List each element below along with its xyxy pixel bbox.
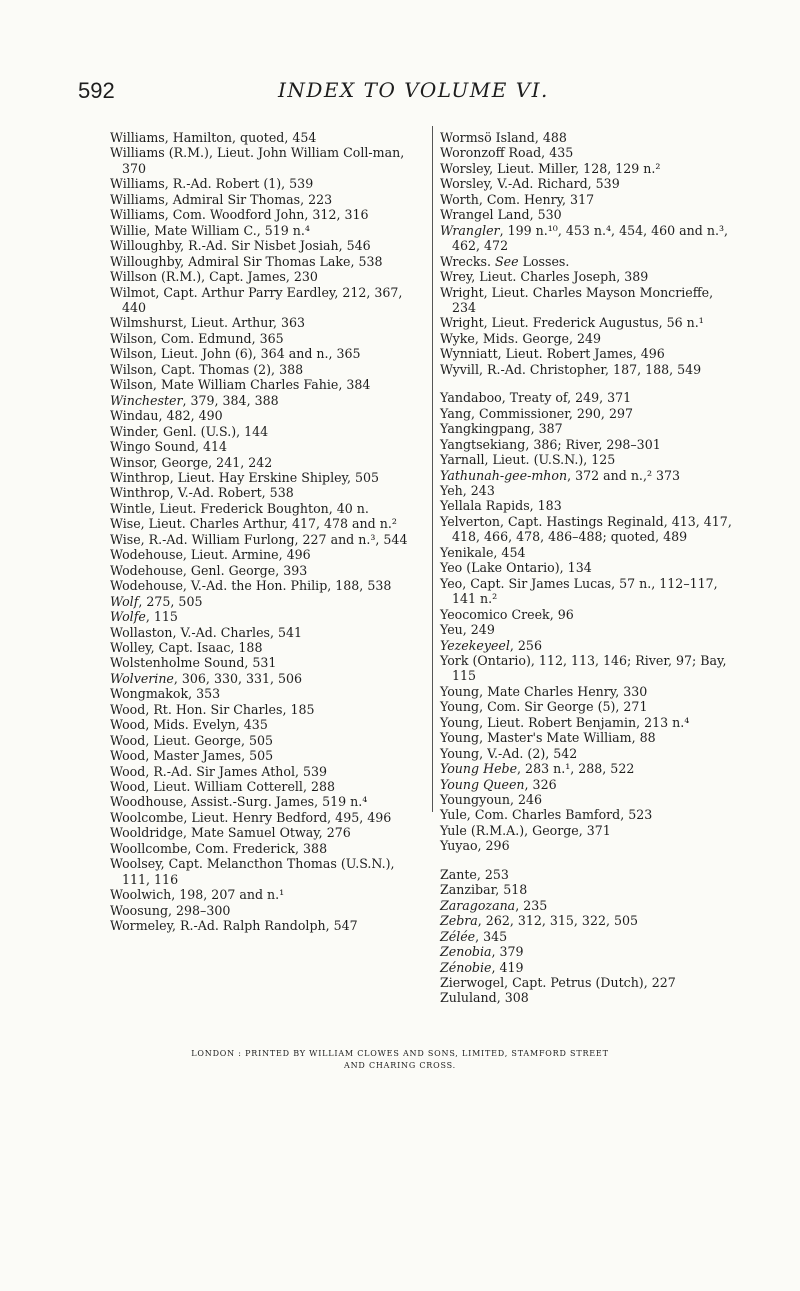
entry-references: , 235 — [515, 897, 548, 913]
index-entry: Wilson, Lieut. John (6), 364 and n., 365 — [110, 346, 361, 362]
index-entry: Yangkingpang, 387 — [440, 421, 563, 437]
index-entry: Woollcombe, Com. Frederick, 388 — [110, 840, 328, 856]
index-entry: Wood, Master James, 505 — [110, 748, 274, 764]
index-entry: Willoughby, R.-Ad. Sir Nisbet Josiah, 546 — [110, 238, 371, 254]
index-entry: Wolley, Capt. Isaac, 188 — [110, 639, 263, 655]
section-gap — [440, 377, 740, 390]
index-entry: Zululand, 308 — [440, 990, 529, 1006]
index-entry: Yandaboo, Treaty of, 249, 371 — [440, 390, 632, 406]
index-entry: Wormeley, R.-Ad. Ralph Randolph, 547 — [110, 918, 358, 934]
index-entry: Windau, 482, 490 — [110, 408, 223, 424]
index-entry: Wright, Lieut. Charles Mayson Moncrieffe, 234 — [440, 284, 714, 315]
index-entry: Winder, Genl. (U.S.), 144 — [110, 423, 269, 439]
entry-references: , 326 — [524, 776, 557, 792]
index-entry — [110, 393, 422, 408]
index-entry: Wood, Rt. Hon. Sir Charles, 185 — [110, 701, 315, 717]
index-entry: Wodehouse, V.-Ad. the Hon. Philip, 188, 538 — [110, 578, 392, 594]
index-entry — [440, 468, 740, 483]
entry-references: , 419 — [491, 959, 524, 975]
index-entry: Zierwogel, Capt. Petrus (Dutch), 227 — [440, 975, 676, 991]
index-entry: Yeo, Capt. Sir James Lucas, 57 n., 112–117, 141 n.² — [440, 575, 718, 607]
index-entry: Yule, Com. Charles Bamford, 523 — [440, 807, 653, 823]
index-entry: Winthrop, Lieut. Hay Erskine Shipley, 505 — [110, 469, 380, 485]
page-header — [78, 78, 758, 108]
index-entry: Yuyao, 296 — [440, 838, 510, 854]
index-entry: Yeu, 249 — [440, 622, 495, 638]
ship-name: Winchester — [110, 392, 183, 408]
ship-name: Wolf — [110, 593, 139, 609]
index-entry: Wood, Lieut. George, 505 — [110, 732, 274, 748]
entry-references: , 345 — [475, 928, 508, 944]
entry-text: Wrecks. — [440, 253, 492, 269]
ship-name: Zénobie — [440, 959, 492, 975]
entry-references: , 256 — [509, 637, 542, 653]
entry-references: , 283 n.¹, 288, 522 — [517, 761, 635, 777]
index-entry: York (Ontario), 112, 113, 146; River, 97; Bay, 115 — [440, 652, 727, 684]
index-entry — [110, 609, 422, 624]
index-entry: Wongmakok, 353 — [110, 686, 221, 702]
index-entry: Wilson, Com. Edmund, 365 — [110, 330, 284, 346]
index-entry: Worsley, Lieut. Miller, 128, 129 n.² — [440, 160, 661, 176]
index-entry: Young, V.-Ad. (2), 542 — [440, 745, 578, 761]
index-entry: Wyke, Mids. George, 249 — [440, 330, 602, 346]
index-entry — [440, 944, 740, 959]
index-entry: Worth, Com. Henry, 317 — [440, 191, 595, 207]
index-entry: Wolstenholme Sound, 531 — [110, 655, 277, 671]
index-entry: Williams (R.M.), Lieut. John William Coll-man, 370 — [110, 145, 405, 176]
imprint-line-2: AND CHARING CROSS. — [344, 1061, 456, 1070]
index-entry: Wintle, Lieut. Frederick Boughton, 40 n. — [110, 500, 369, 516]
ship-name: Wolverine — [110, 670, 174, 686]
index-entry — [110, 594, 422, 609]
index-entry — [440, 254, 740, 269]
index-entry: Wood, Mids. Evelyn, 435 — [110, 717, 268, 733]
index-entry: Yenikale, 454 — [440, 544, 526, 560]
index-entry — [440, 960, 740, 975]
index-entry: Worsley, V.-Ad. Richard, 539 — [440, 176, 620, 192]
entry-references: , 379 — [491, 944, 524, 960]
index-entry: Wilson, Capt. Thomas (2), 388 — [110, 361, 304, 377]
ship-name: Zenobia — [440, 944, 492, 960]
ship-name: Wrangler — [440, 222, 500, 238]
ship-name: Zebra — [440, 913, 478, 929]
index-entry: Yellala Rapids, 183 — [440, 498, 562, 514]
index-entry: Woolsey, Capt. Melancthon Thomas (U.S.N.), 111, 116 — [110, 856, 395, 887]
index-entry: Wodehouse, Genl. George, 393 — [110, 562, 308, 578]
entry-references: Losses. — [518, 253, 570, 269]
index-entry: Wyvill, R.-Ad. Christopher, 187, 188, 549 — [440, 361, 702, 377]
index-entry: Yeocomico Creek, 96 — [440, 606, 574, 622]
index-entry: Yelverton, Capt. Hastings Reginald, 413, 417, 418, 466, 478, 486–488; quoted, 489 — [440, 513, 732, 545]
index-entry: Wilson, Mate William Charles Fahie, 384 — [110, 377, 371, 393]
index-entry: Wormsö Island, 488 — [440, 130, 567, 145]
index-entry: Wilmot, Capt. Arthur Parry Eardley, 212, 367, 440 — [110, 284, 403, 315]
ship-name: Young Queen — [440, 776, 525, 792]
index-entry: Yeo (Lake Ontario), 134 — [440, 560, 592, 576]
ship-name: Yezekeyeel — [440, 637, 510, 653]
page-number: 592 — [78, 78, 115, 103]
index-entry — [440, 638, 740, 653]
index-entry: Wise, Lieut. Charles Arthur, 417, 478 and n.² — [110, 516, 397, 532]
index-entry: Woodhouse, Assist.-Surg. James, 519 n.⁴ — [110, 794, 368, 810]
index-entry: Yeh, 243 — [440, 482, 495, 498]
index-entry — [440, 777, 740, 792]
ship-name: Zélée — [440, 928, 476, 944]
entry-references: , 379, 384, 388 — [182, 392, 279, 408]
index-entry: Wooldridge, Mate Samuel Otway, 276 — [110, 825, 351, 841]
index-entry: Young, Mate Charles Henry, 330 — [440, 683, 648, 699]
index-entry: Young, Master's Mate William, 88 — [440, 730, 656, 746]
index-entry: Woronzoff Road, 435 — [440, 145, 574, 161]
index-entry: Young, Com. Sir George (5), 271 — [440, 699, 648, 715]
index-entry — [440, 761, 740, 776]
index-entry: Woolcombe, Lieut. Henry Bedford, 495, 496 — [110, 809, 392, 825]
entry-references: , 372 and n.,² 373 — [567, 467, 681, 483]
index-entry: Young, Lieut. Robert Benjamin, 213 n.⁴ — [440, 714, 690, 730]
index-entry: Yang, Commissioner, 290, 297 — [440, 405, 633, 421]
ship-name: Young Hebe — [440, 761, 518, 777]
index-entry: Wrey, Lieut. Charles Joseph, 389 — [440, 269, 649, 285]
entry-references: , 262, 312, 315, 322, 505 — [477, 913, 639, 929]
ship-name: Yathunah-gee-mhon — [440, 467, 568, 483]
index-entry: Williams, Admiral Sir Thomas, 223 — [110, 191, 333, 207]
imprint-line-1: LONDON : PRINTED BY WILLIAM CLOWES AND SONS, LIMITED, STAMFORD STREET — [191, 1049, 609, 1058]
index-entry: Yangtsekiang, 386; River, 298–301 — [440, 436, 661, 452]
index-entry: Willie, Mate William C., 519 n.⁴ — [110, 222, 310, 238]
column-divider — [432, 126, 433, 812]
index-entry — [440, 898, 740, 913]
index-entry: Wrangel Land, 530 — [440, 207, 562, 223]
ship-name: Wolfe — [110, 609, 146, 625]
index-entry: Youngyoun, 246 — [440, 792, 543, 808]
index-entry: Wodehouse, Lieut. Armine, 496 — [110, 547, 311, 563]
printer-imprint — [0, 1048, 800, 1072]
index-entry: Wise, R.-Ad. William Furlong, 227 and n.³, 544 — [110, 531, 408, 547]
index-entry — [440, 913, 740, 928]
entry-references: , 275, 505 — [138, 593, 203, 609]
index-entry: Yarnall, Lieut. (U.S.N.), 125 — [440, 452, 616, 468]
index-entry: Woosung, 298–300 — [110, 902, 231, 918]
index-entry: Wingo Sound, 414 — [110, 439, 228, 455]
index-entry: Winsor, George, 241, 242 — [110, 454, 273, 470]
index-entry: Willson (R.M.), Capt. James, 230 — [110, 269, 318, 285]
index-entry: Wood, Lieut. William Cotterell, 288 — [110, 779, 335, 795]
entry-references: , 115 — [145, 609, 178, 625]
index-entry: Wilmshurst, Lieut. Arthur, 363 — [110, 315, 306, 331]
index-entry: Zanzibar, 518 — [440, 882, 528, 898]
index-entry: Wright, Lieut. Frederick Augustus, 56 n.¹ — [440, 315, 704, 331]
index-entry: Winthrop, V.-Ad. Robert, 538 — [110, 485, 294, 501]
index-entry: Wood, R.-Ad. Sir James Athol, 539 — [110, 763, 328, 779]
index-entry — [440, 929, 740, 944]
index-column-right — [440, 130, 740, 1006]
index-entry: Williams, R.-Ad. Robert (1), 539 — [110, 176, 314, 192]
ship-name: Zaragozana — [440, 897, 516, 913]
index-entry: Yule (R.M.A.), George, 371 — [440, 822, 611, 838]
index-entry: Zante, 253 — [440, 866, 509, 882]
index-entry — [440, 223, 740, 254]
index-entry — [110, 671, 422, 686]
index-entry: Wollaston, V.-Ad. Charles, 541 — [110, 624, 303, 640]
entry-references: , 306, 330, 331, 506 — [173, 670, 303, 686]
running-head: INDEX TO VOLUME VI. — [278, 78, 549, 102]
index-entry: Willoughby, Admiral Sir Thomas Lake, 538 — [110, 253, 383, 269]
section-gap — [440, 854, 740, 867]
index-entry: Woolwich, 198, 207 and n.¹ — [110, 887, 285, 903]
index-entry: Williams, Hamilton, quoted, 454 — [110, 130, 317, 145]
index-column-left — [110, 130, 422, 934]
entry-references: , 199 n.¹⁰, 453 n.⁴, 454, 460 and n.³, 462, 472 — [452, 222, 729, 254]
see-reference: See — [495, 253, 519, 269]
index-entry: Williams, Com. Woodford John, 312, 316 — [110, 207, 369, 223]
index-entry: Wynniatt, Lieut. Robert James, 496 — [440, 346, 665, 362]
